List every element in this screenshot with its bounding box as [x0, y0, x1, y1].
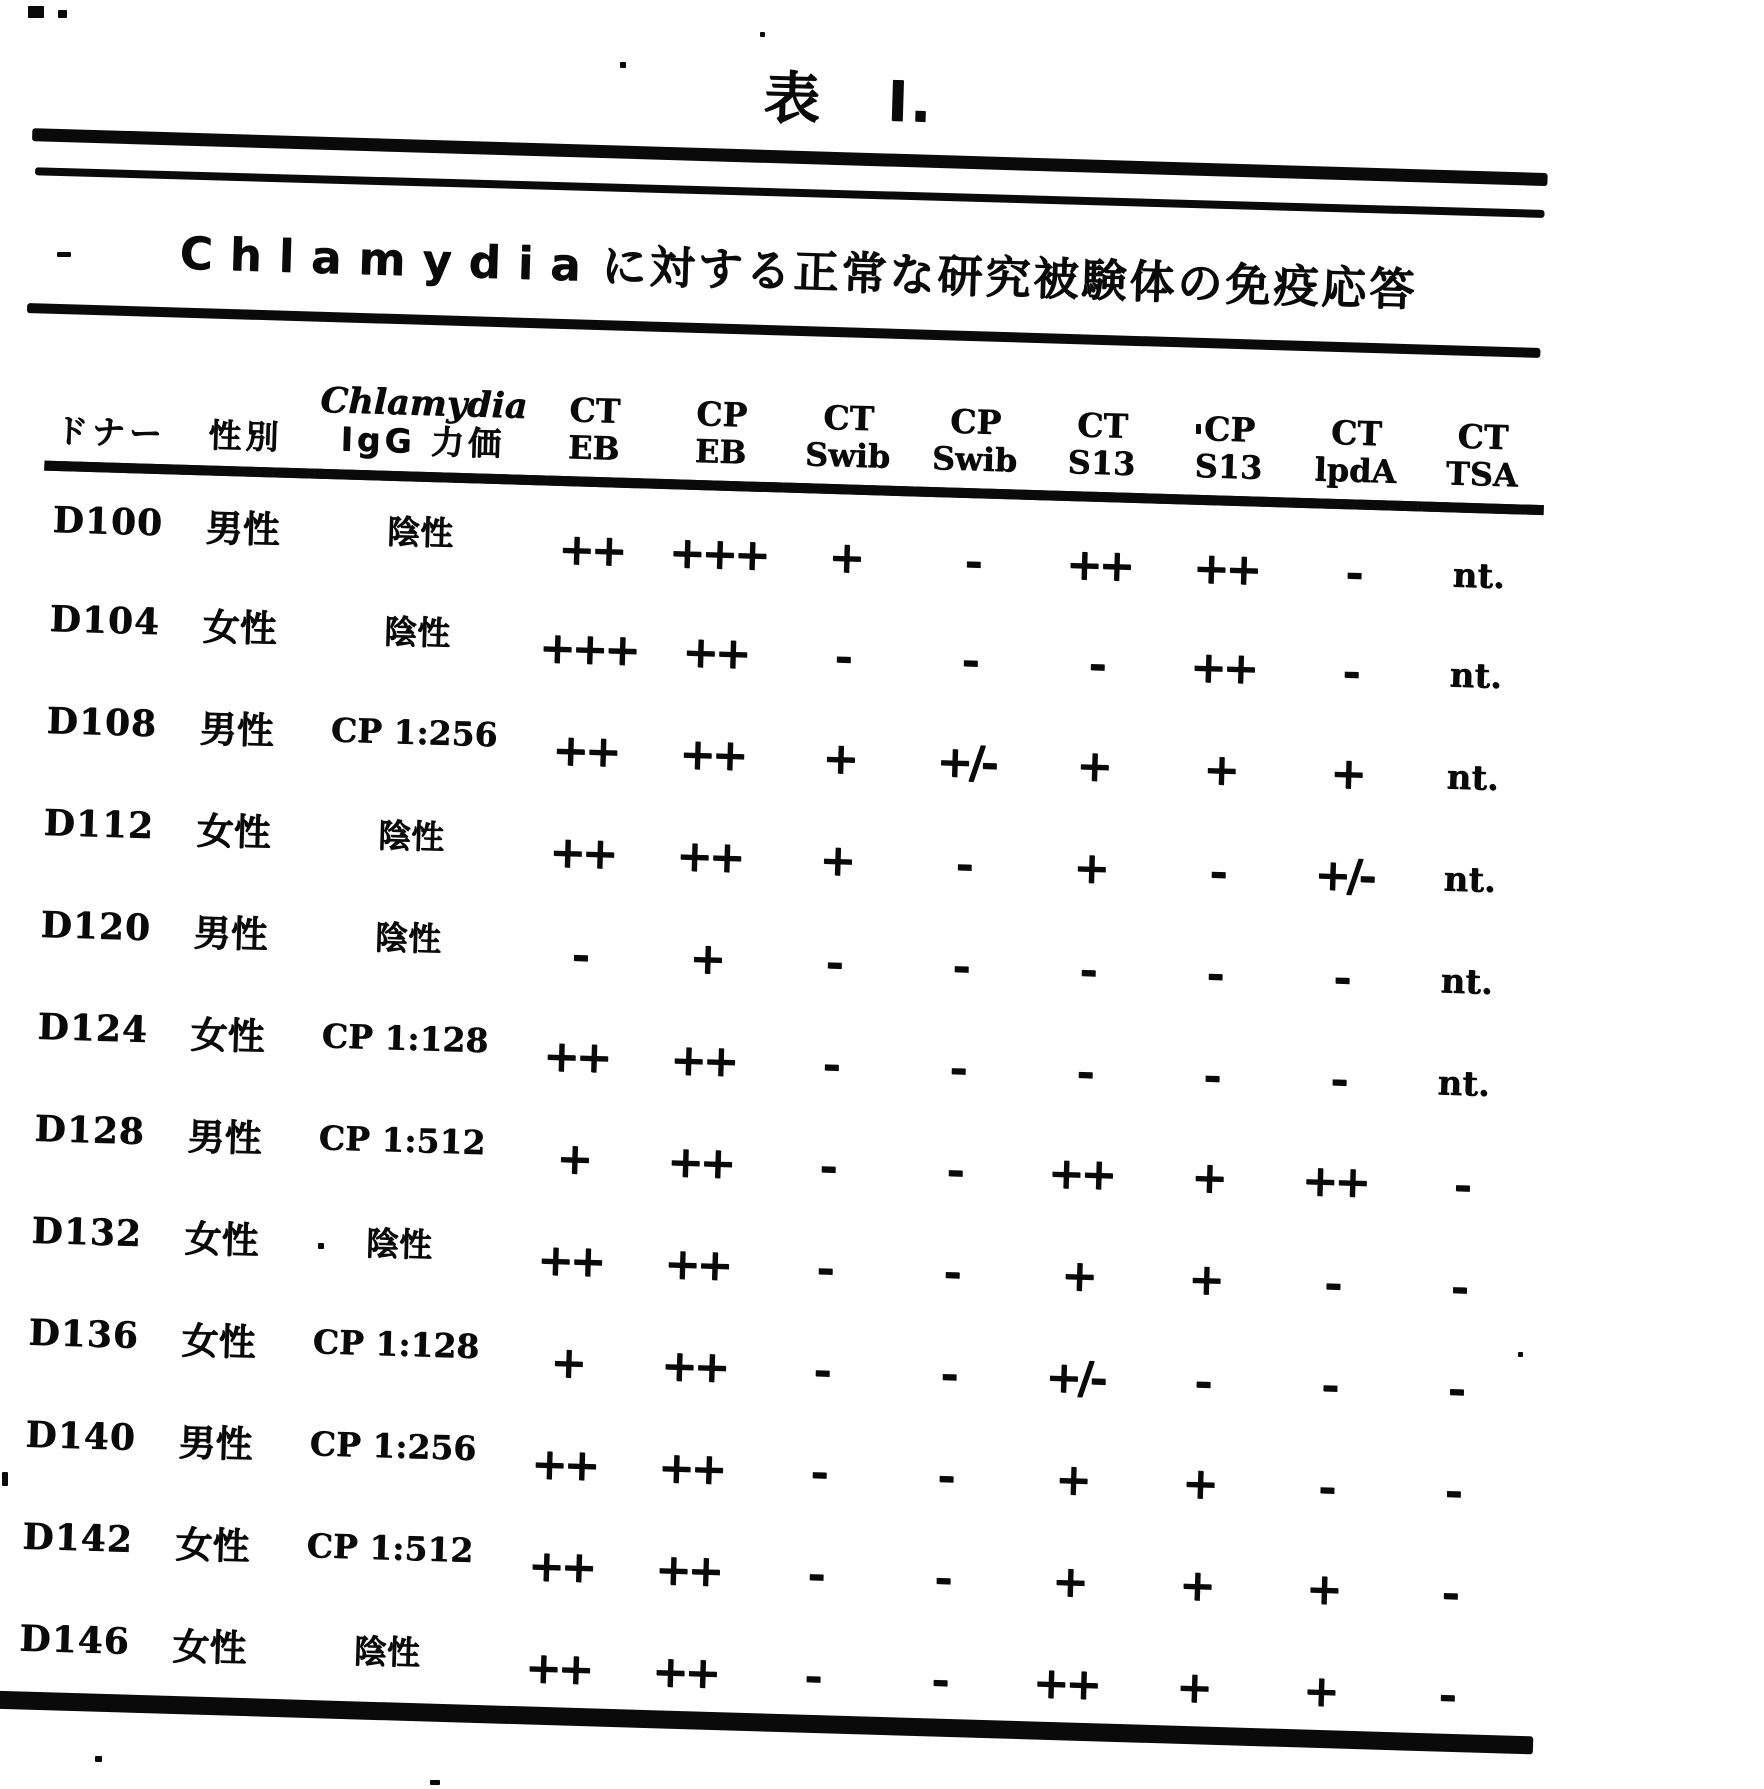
result-cell: ++	[654, 1544, 721, 1598]
result-cell: +	[1054, 1454, 1089, 1507]
result-cell: -	[1193, 1356, 1209, 1408]
sex-cell: 女性	[202, 605, 278, 651]
column-header-col-0	[44, 314, 178, 470]
subtitle-latin-text: Chlamydia	[178, 226, 599, 292]
donor-cell: D128	[33, 1107, 146, 1153]
result-cell: +	[1187, 1253, 1222, 1306]
donor-cell: D112	[42, 801, 155, 848]
result-cell: nt.	[1451, 555, 1506, 597]
speck	[78, 306, 84, 312]
result-cell: nt.	[1446, 756, 1500, 799]
result-cell: ++	[557, 523, 624, 577]
result-cell: nt.	[1442, 858, 1497, 901]
result-cell: ++	[681, 626, 748, 680]
titer-cell: 陰性	[374, 917, 442, 959]
sex-cell: 女性	[174, 1523, 251, 1569]
column-header-ct-tsa	[1418, 354, 1548, 510]
result-cell: ++	[651, 1646, 718, 1700]
sex-cell: 女性	[195, 809, 272, 855]
result-cell: ++	[548, 826, 615, 880]
donor-cell: D104	[49, 597, 161, 644]
result-cell: -	[945, 1144, 962, 1197]
result-cell: -	[1341, 646, 1358, 698]
immune-response-table	[8, 314, 1548, 1734]
result-cell: -	[806, 1548, 823, 1601]
titer-cell: 陰性	[377, 815, 445, 857]
column-header-ct-s13	[1037, 343, 1168, 499]
donor-cell: D140	[24, 1413, 137, 1459]
result-cell: ++	[1300, 1155, 1368, 1209]
result-cell: -	[1323, 1257, 1339, 1310]
result-cell: ++	[551, 724, 618, 778]
result-cell: +	[1329, 747, 1364, 800]
result-cell: +	[1175, 1661, 1210, 1714]
titer-cell: CP 1:512	[318, 1117, 486, 1162]
result-cell: -	[570, 929, 587, 981]
result-cell: -	[1202, 1050, 1218, 1102]
result-cell: -	[948, 1042, 965, 1095]
result-cell: -	[809, 1446, 826, 1499]
result-cell: -	[933, 1552, 949, 1604]
result-cell: -	[1078, 944, 1095, 996]
result-cell: -	[1205, 948, 1221, 1000]
header-top-label: CP	[949, 401, 1002, 442]
table-subtitle	[22, 212, 1575, 323]
subtitle-japanese-text: に対する正常な研究被験体の免疫応答	[600, 239, 1419, 317]
result-cell: ++	[1047, 1147, 1114, 1201]
header-bottom-label: S13	[1067, 442, 1136, 483]
sex-cell: 男性	[186, 1115, 263, 1161]
speck	[620, 62, 626, 68]
header-bottom-label: 性別	[207, 415, 283, 458]
speck	[58, 10, 67, 18]
header-top-label: CT	[1076, 405, 1129, 446]
result-cell: -	[1449, 1261, 1466, 1314]
result-cell: ++	[657, 1442, 724, 1496]
speck	[430, 1780, 440, 1785]
result-cell: ++	[663, 1238, 730, 1292]
result-cell: -	[833, 631, 850, 683]
scan-content	[0, 6, 1581, 1754]
result-cell: ++	[1189, 641, 1256, 695]
result-cell: +	[555, 1133, 590, 1186]
titer-cell: 陰性	[353, 1630, 421, 1672]
result-cell: -	[1320, 1359, 1336, 1412]
result-cell: -	[1329, 1054, 1345, 1106]
result-cell: -	[803, 1650, 819, 1703]
result-cell: +	[1190, 1151, 1225, 1204]
result-cell: +	[688, 932, 723, 985]
header-bottom-label: EB	[694, 431, 747, 472]
header-top-label: CT	[1456, 416, 1509, 458]
sex-cell: 男性	[177, 1421, 254, 1467]
donor-cell: D100	[51, 498, 164, 544]
speck	[28, 6, 44, 18]
header-bottom-label: Swib	[931, 438, 1018, 480]
result-cell: ++	[675, 830, 742, 884]
result-cell: +/-	[935, 736, 996, 789]
titer-cell: CP 1:128	[321, 1015, 489, 1060]
result-cell: +	[1060, 1250, 1095, 1303]
result-cell: ++	[669, 1034, 736, 1088]
result-cell: -	[942, 1246, 959, 1299]
result-cell: -	[1344, 546, 1360, 599]
donor-cell: D124	[36, 1005, 149, 1051]
header-bottom-label: ドナー	[54, 411, 167, 454]
result-cell: -	[1087, 638, 1104, 691]
header-top-label: CT	[1330, 412, 1383, 454]
result-cell: ++	[530, 1438, 597, 1492]
result-cell: -	[818, 1140, 835, 1193]
table-body	[8, 466, 1544, 1734]
result-cell: ++	[536, 1234, 603, 1288]
column-header-cp-s13	[1164, 347, 1295, 503]
result-cell: nt.	[1436, 1062, 1491, 1105]
titer-cell: CP 1:128	[312, 1321, 480, 1366]
result-cell: ++	[660, 1340, 727, 1394]
result-cell: -	[939, 1348, 956, 1401]
result-cell: +	[1075, 740, 1110, 793]
result-cell: -	[1317, 1461, 1333, 1514]
table-title: 表 I.	[762, 65, 935, 136]
donor-cell: D142	[21, 1515, 134, 1561]
donor-cell: D146	[18, 1617, 131, 1663]
result-cell: +	[1202, 744, 1237, 797]
result-cell: +	[827, 531, 862, 584]
titer-cell: CP 1:256	[309, 1423, 477, 1468]
titer-cell: 陰性	[365, 1223, 433, 1264]
header-bottom-label: S13	[1193, 446, 1263, 487]
result-cell: nt.	[1439, 960, 1494, 1003]
header-top-label: Chlamydia	[319, 379, 529, 427]
result-cell: +/-	[1044, 1351, 1104, 1405]
result-cell: -	[963, 535, 980, 587]
speck	[2, 1472, 8, 1486]
result-cell: -	[1208, 846, 1225, 898]
sex-cell: 女性	[189, 1013, 266, 1059]
result-cell: ++	[527, 1540, 594, 1594]
sex-cell: 男性	[192, 911, 269, 957]
column-header-ct-lpda	[1291, 351, 1422, 507]
result-cell: -	[954, 838, 971, 891]
header-bottom-label: Swib	[804, 434, 891, 476]
result-cell: -	[951, 940, 968, 993]
header-top-label: CP	[1203, 408, 1256, 450]
speck	[1518, 1352, 1523, 1357]
result-cell: ++	[542, 1030, 609, 1084]
result-cell: +	[1072, 842, 1107, 895]
speck	[1196, 424, 1201, 434]
result-cell: +	[1181, 1457, 1216, 1510]
header-top-label: CP	[695, 393, 748, 435]
result-cell: +	[549, 1337, 584, 1389]
result-cell: ++	[524, 1642, 591, 1696]
donor-cell: D108	[45, 699, 158, 746]
result-cell: -	[824, 937, 841, 989]
result-cell: ++	[666, 1136, 733, 1190]
result-cell: -	[812, 1344, 829, 1397]
result-cell: +++	[668, 526, 767, 581]
speck	[57, 252, 71, 257]
header-bottom-label: lpdA	[1313, 449, 1397, 491]
sex-cell: 女性	[183, 1217, 260, 1263]
header-bottom-label: TSA	[1445, 453, 1519, 494]
column-header-cp-swib	[910, 339, 1041, 495]
result-cell: -	[930, 1654, 946, 1706]
header-bottom-label: EB	[567, 427, 620, 468]
result-cell: +	[818, 834, 853, 887]
result-cell: -	[815, 1242, 832, 1295]
sex-cell: 女性	[180, 1319, 257, 1365]
result-cell: -	[821, 1038, 838, 1091]
result-cell: -	[1440, 1567, 1457, 1619]
result-cell: nt.	[1449, 654, 1503, 697]
speck	[95, 1756, 102, 1762]
result-cell: +	[1302, 1665, 1337, 1718]
donor-cell: D136	[27, 1311, 140, 1357]
result-cell: -	[936, 1450, 952, 1502]
result-cell: -	[1443, 1465, 1460, 1518]
speck	[318, 1243, 324, 1249]
result-cell: -	[960, 634, 977, 687]
result-cell: -	[1332, 952, 1348, 1004]
donor-cell: D132	[30, 1209, 143, 1255]
header-top-label: CT	[568, 390, 621, 431]
titer-cell: 陰性	[386, 511, 454, 553]
result-cell: -	[1075, 1046, 1092, 1098]
result-cell: -	[1446, 1363, 1463, 1416]
result-cell: -	[1437, 1669, 1454, 1721]
result-cell: +	[1305, 1563, 1340, 1616]
column-header-cp-eb	[656, 332, 787, 488]
sex-cell: 男性	[198, 707, 275, 753]
column-header-ct-swib	[783, 336, 914, 492]
titer-cell: 陰性	[383, 611, 451, 653]
result-cell: +	[821, 732, 856, 785]
header-top-label: CT	[822, 397, 875, 439]
result-cell: +	[1178, 1559, 1213, 1612]
speck	[760, 32, 765, 37]
column-header-ct-eb	[529, 328, 660, 484]
header-bottom-label: IgG 力価	[339, 419, 506, 464]
result-cell: +/-	[1313, 849, 1374, 903]
result-cell: ++	[1192, 542, 1259, 596]
sex-cell: 男性	[204, 505, 281, 552]
result-cell: ++	[1031, 1657, 1099, 1711]
column-header-col-1	[174, 318, 318, 474]
result-cell: ++	[1065, 538, 1132, 592]
result-cell: +++	[538, 622, 638, 677]
result-cell: ++	[678, 728, 745, 782]
sex-cell: 女性	[171, 1624, 248, 1671]
result-cell: +	[1051, 1556, 1086, 1608]
donor-cell: D120	[39, 903, 152, 949]
column-header-chlamydia-igg	[314, 322, 533, 480]
result-cell: -	[1452, 1159, 1469, 1212]
titer-cell: CP 1:256	[330, 709, 498, 754]
titer-cell: CP 1:512	[306, 1525, 474, 1570]
